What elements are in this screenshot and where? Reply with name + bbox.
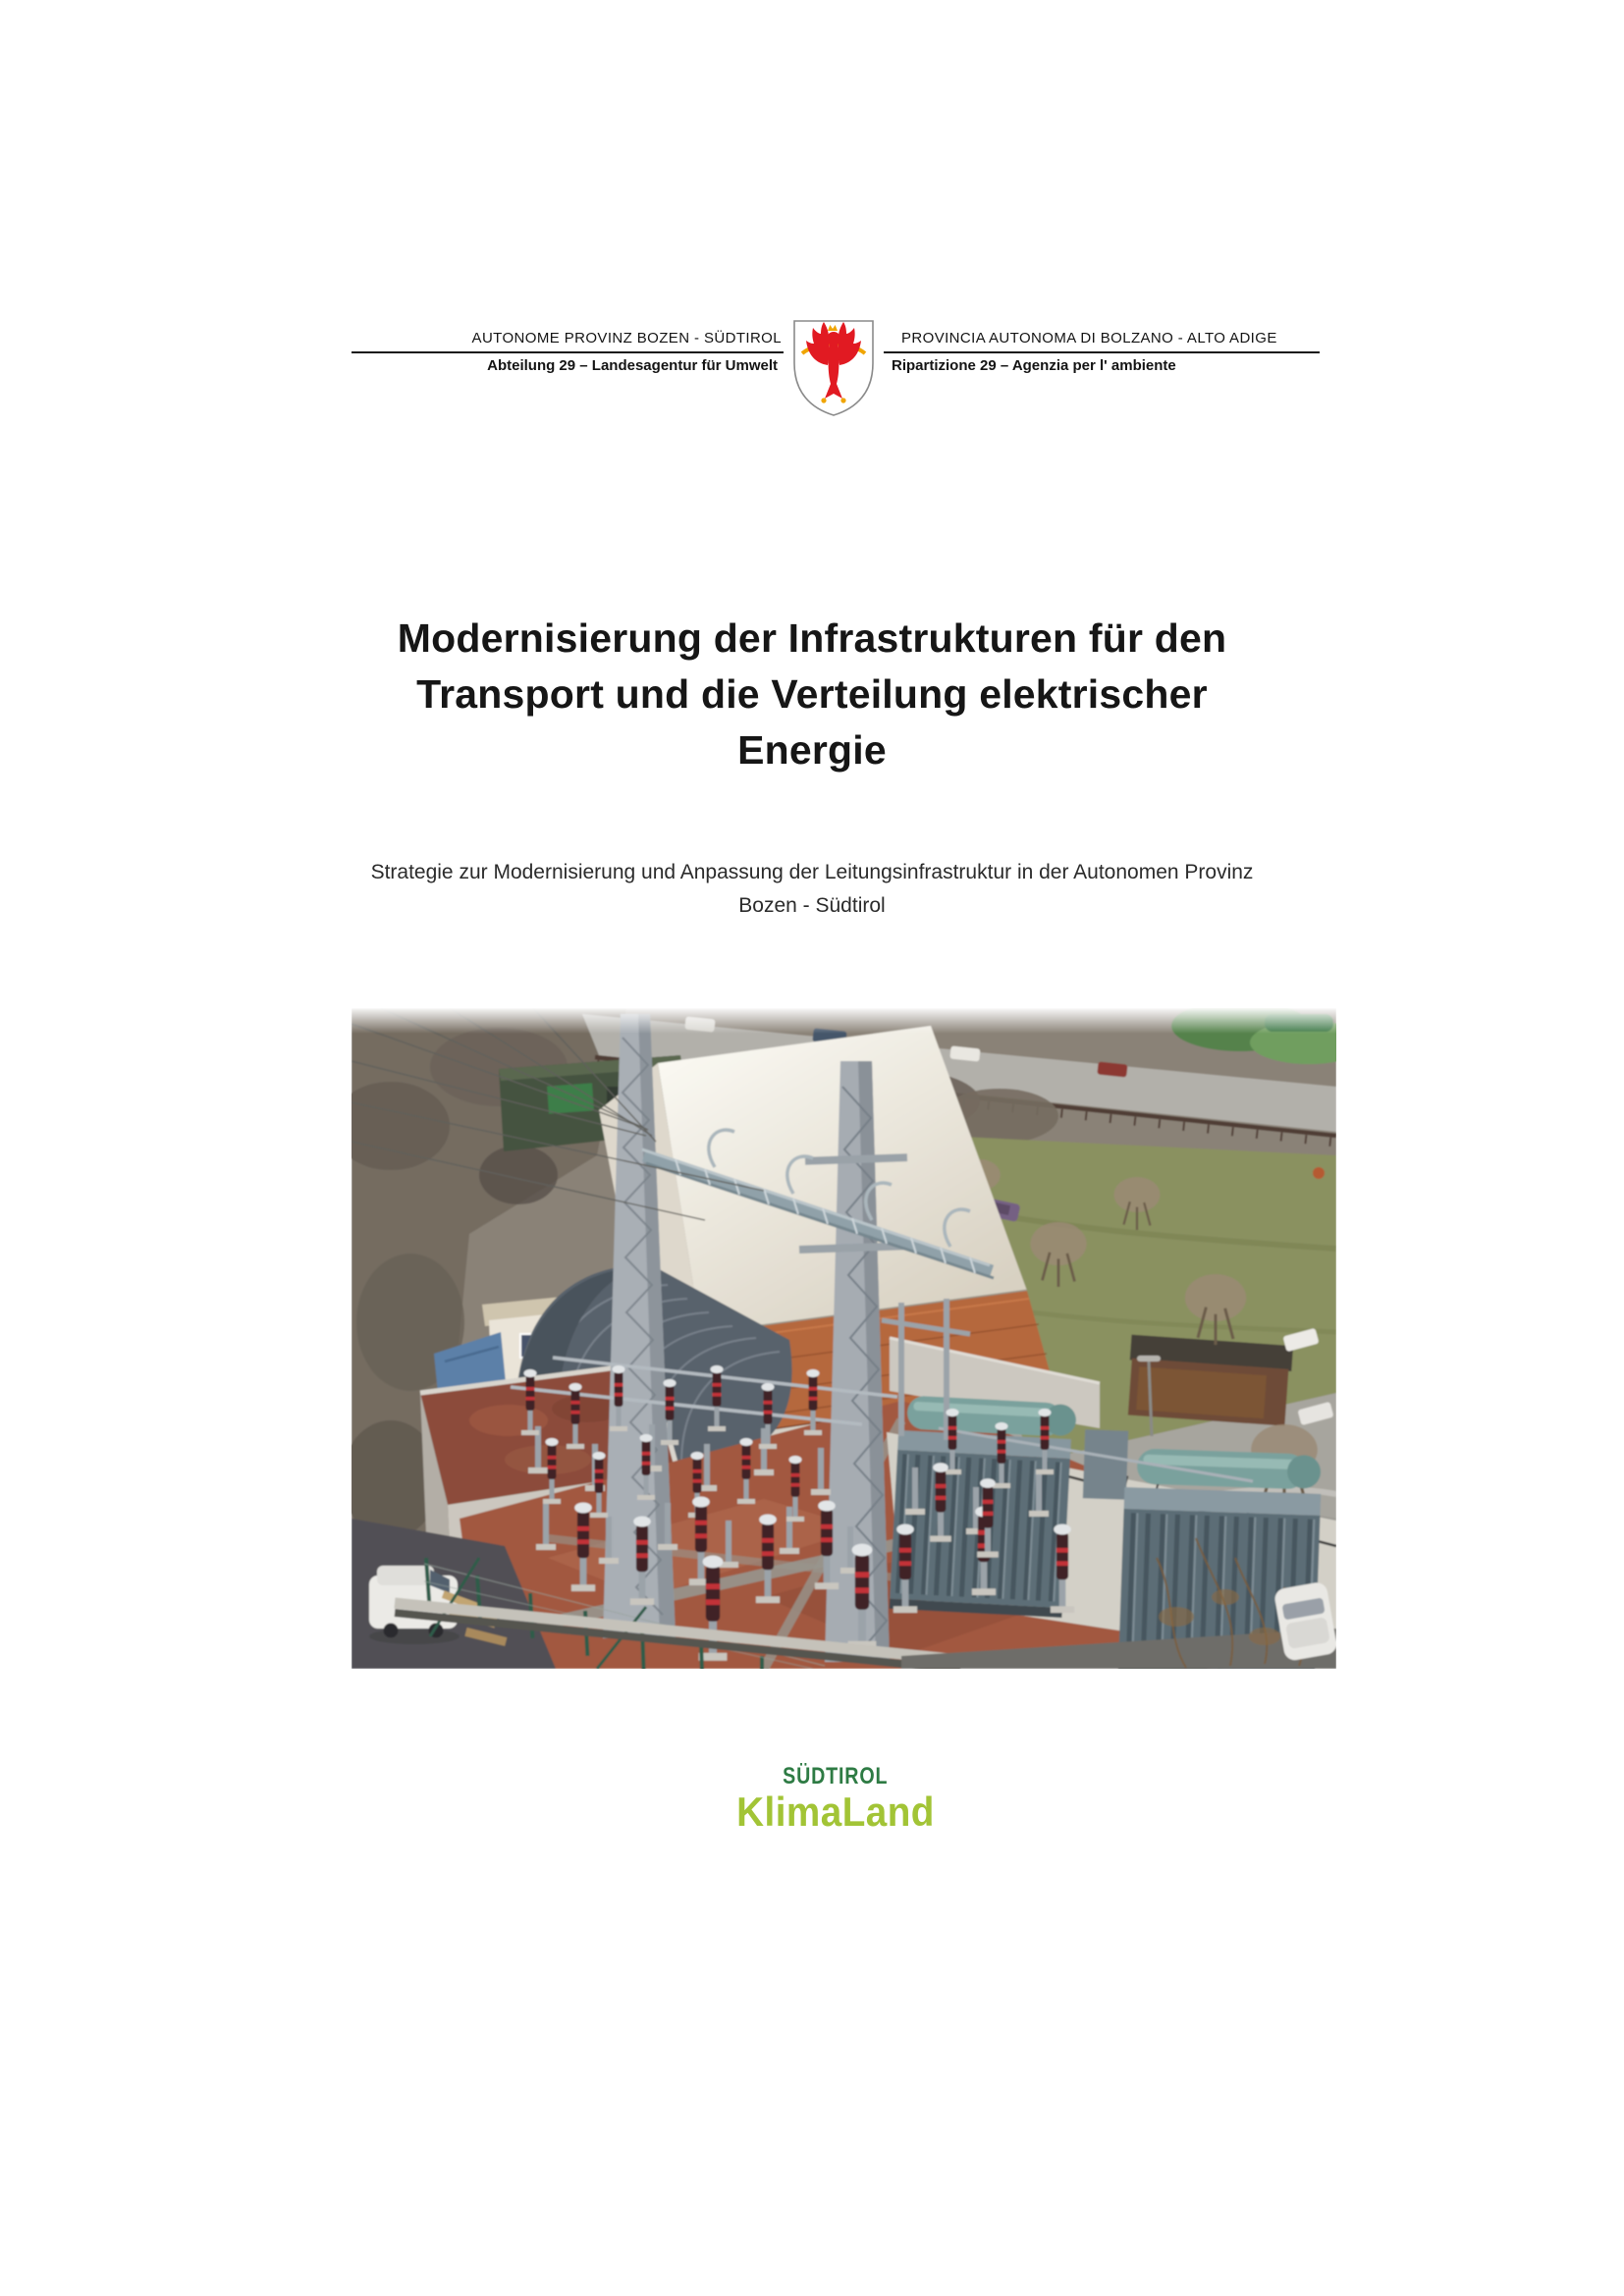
cover-photo — [352, 1008, 1336, 1669]
subtitle-line-1: Strategie zur Modernisierung und Anpassung der Leitungsinfrastruktur in der Autonomen Provinz — [370, 861, 1254, 883]
suedtirol-brand-text: SÜDTIROL — [783, 1763, 889, 1789]
letterhead-left-department: Abteilung 29 – Landesagentur für Umwelt — [487, 357, 778, 374]
letterhead-right — [884, 330, 1320, 374]
title-line-2: Transport und die Verteilung elektrischer — [416, 671, 1208, 717]
title-line-3: Energie — [737, 727, 887, 773]
document-subtitle — [157, 856, 1467, 923]
substation-aerial-photo — [352, 1008, 1336, 1669]
title-line-1: Modernisierung der Infrastrukturen für den — [397, 615, 1227, 661]
klimaland-logo — [728, 1765, 943, 1833]
document-title — [0, 611, 1624, 778]
letterhead-left — [352, 330, 784, 374]
letterhead-right-department: Ripartizione 29 – Agenzia per l' ambiente — [892, 357, 1176, 374]
letterhead-right-institution: PROVINCIA AUTONOMA DI BOLZANO - ALTO ADIGE — [884, 330, 1320, 353]
klimaland-brand-text: KlimaLand — [736, 1789, 935, 1835]
south-tyrol-coat-of-arms-icon — [787, 318, 880, 422]
eagle-crest-icon — [787, 318, 880, 422]
letterhead-left-institution: AUTONOME PROVINZ BOZEN - SÜDTIROL — [352, 330, 784, 353]
subtitle-line-2: Bozen - Südtirol — [738, 894, 886, 917]
